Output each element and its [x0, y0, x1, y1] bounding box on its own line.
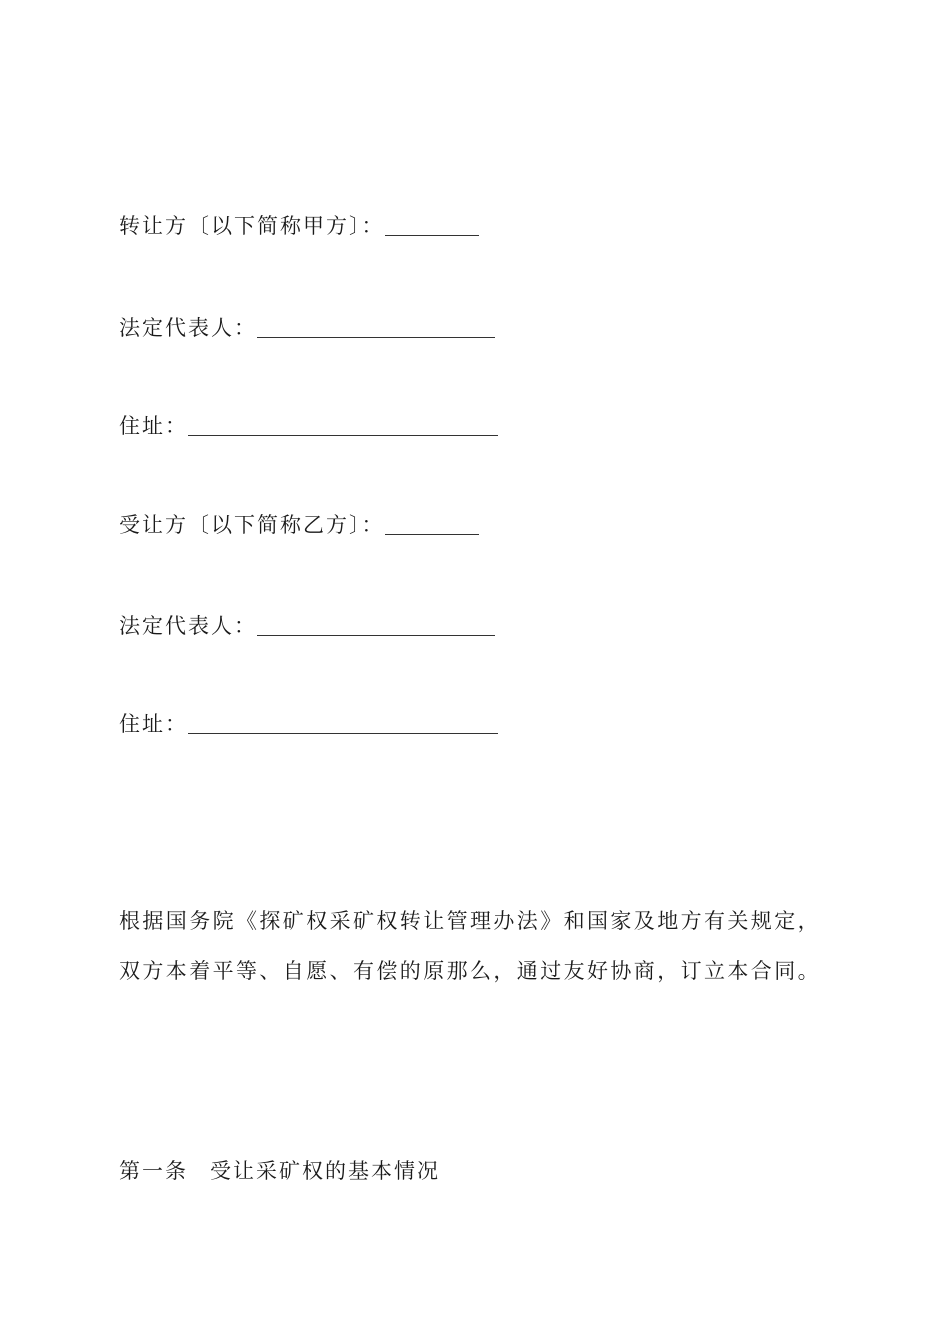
transferee-address-line — [119, 710, 498, 738]
preamble-paragraph — [119, 896, 859, 996]
article-1-heading — [119, 1157, 440, 1185]
transferee-address-blank[interactable] — [188, 713, 498, 734]
transferor-rep-line — [119, 314, 495, 342]
transferor-blank[interactable] — [385, 215, 479, 236]
preamble-line-1: 根据国务院《探矿权采矿权转让管理办法》和国家及地方有关规定， — [119, 909, 821, 933]
transferee-address-label: 住址： — [119, 712, 188, 736]
transferor-address-blank[interactable] — [188, 415, 498, 436]
article-1-title: 受让采矿权的基本情况 — [210, 1159, 440, 1183]
transferor-rep-blank[interactable] — [257, 317, 495, 338]
preamble-line-2: 双方本着平等、自愿、有偿的原那么，通过友好协商，订立本合同。 — [119, 959, 821, 983]
transferor-line — [119, 212, 479, 240]
transferor-label: 转让方〔以下简称甲方〕： — [119, 214, 385, 238]
transferor-rep-label: 法定代表人： — [119, 316, 257, 340]
transferor-address-label: 住址： — [119, 414, 188, 438]
transferee-rep-label: 法定代表人： — [119, 614, 257, 638]
article-1-number: 第一条 — [119, 1159, 188, 1183]
transferee-label: 受让方〔以下简称乙方〕： — [119, 513, 385, 537]
transferee-line — [119, 511, 479, 539]
transferee-rep-line — [119, 612, 495, 640]
transferee-blank[interactable] — [385, 514, 479, 535]
transferor-address-line — [119, 412, 498, 440]
transferee-rep-blank[interactable] — [257, 615, 495, 636]
